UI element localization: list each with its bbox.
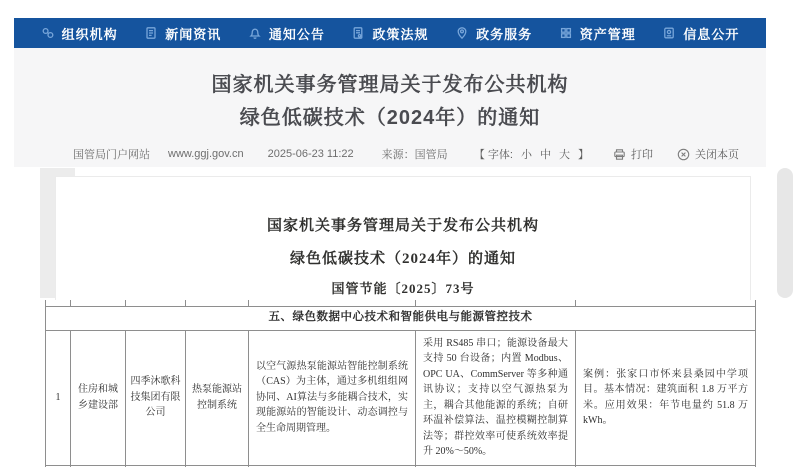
nav-label: 信息公开 [683, 26, 740, 42]
font-size-small-button[interactable]: 小 [521, 149, 532, 161]
page-scrollbar[interactable] [777, 168, 793, 298]
section-header: 五、绿色数据中心技术和智能供电与能源管控技术 [46, 306, 756, 330]
cell-technology: 热泵能源站控制系统 [186, 330, 249, 465]
page-title-line1: 国家机关事务管理局关于发布公共机构 [211, 74, 569, 96]
publish-datetime: 2025-06-23 11:22 [267, 148, 354, 160]
top-navbar [14, 18, 766, 48]
cell-case: 案例：张家口市怀来县桑园中学项目。基本情况：建筑面积 1.8 万平方米。应用效果：年节电量约 51.8 万 kWh。 [576, 330, 756, 465]
nav-label: 政策法规 [372, 26, 429, 42]
site-name: 国管局门户网站 [73, 149, 150, 161]
page-title-line2: 绿色低碳技术（2024年）的通知 [239, 107, 541, 129]
source-label: 来源：国管局 [381, 149, 448, 161]
cell-index: 1 [46, 330, 71, 465]
font-size-prefix: 【 字体: [473, 149, 513, 161]
cell-company: 四季沐歌科技集团有限公司 [126, 330, 186, 465]
close-page-button[interactable] [677, 146, 739, 162]
font-size-control [474, 146, 589, 162]
nav-item-services[interactable] [455, 24, 532, 43]
print-button[interactable] [613, 146, 653, 162]
asset-icon [559, 26, 573, 40]
disclosure-icon [662, 26, 676, 40]
nav-item-assets[interactable] [559, 24, 636, 43]
page-title [14, 69, 766, 135]
org-icon [41, 26, 55, 40]
article-header-section [14, 48, 766, 167]
site-url: www.ggj.gov.cn [168, 148, 244, 160]
nav-item-notices[interactable] [248, 24, 325, 43]
nav-label: 新闻资讯 [165, 26, 222, 42]
nav-label: 资产管理 [579, 26, 636, 42]
close-icon [677, 148, 690, 161]
cell-department: 住房和城乡建设部 [71, 330, 126, 465]
font-size-suffix: 】 [578, 149, 589, 161]
close-label: 关闭本页 [695, 149, 739, 161]
technology-table [45, 300, 755, 467]
font-size-medium-button[interactable]: 中 [540, 149, 551, 161]
service-icon [455, 26, 469, 40]
nav-item-organization[interactable] [41, 24, 118, 43]
nav-label: 通知公告 [268, 26, 325, 42]
document-panel [55, 176, 751, 302]
policy-icon [351, 26, 365, 40]
document-title-line2: 绿色低碳技术（2024年）的通知 [289, 251, 516, 267]
cell-description: 以空气源热泵能源站智能控制系统（CAS）为主体，通过多机组组网协同、AI算法与多能耦合技术，实现能源站的智能设计、动态调控与全生命周期管理。 [249, 330, 416, 465]
news-icon [144, 26, 158, 40]
nav-label: 政务服务 [476, 26, 533, 42]
nav-item-news[interactable] [144, 24, 221, 43]
font-size-large-button[interactable]: 大 [559, 149, 570, 161]
document-number: 国管节能〔2025〕73号 [331, 281, 475, 296]
nav-label: 组织机构 [61, 26, 118, 42]
cell-specs: 采用 RS485 串口；能源设备最大支持 50 台设备；内置 Modbus、OPC UA、CommServer 等多种通讯协议；支持以空气源热泵为主，耦合其他能源的系统；自研环温补偿算法、温控模糊控制算法等；群控效率可使系统效率提升 20%～50%。 [416, 330, 576, 465]
table-row [46, 330, 756, 465]
section-header-row [46, 306, 756, 330]
print-label: 打印 [631, 149, 653, 161]
document-title-line1: 国家机关事务管理局关于发布公共机构 [266, 218, 539, 234]
meta-actions [474, 146, 739, 162]
bell-icon [248, 26, 262, 40]
article-meta-row [14, 144, 766, 164]
printer-icon [613, 148, 626, 161]
nav-item-disclosure[interactable] [662, 24, 739, 43]
nav-item-policies[interactable] [351, 24, 428, 43]
